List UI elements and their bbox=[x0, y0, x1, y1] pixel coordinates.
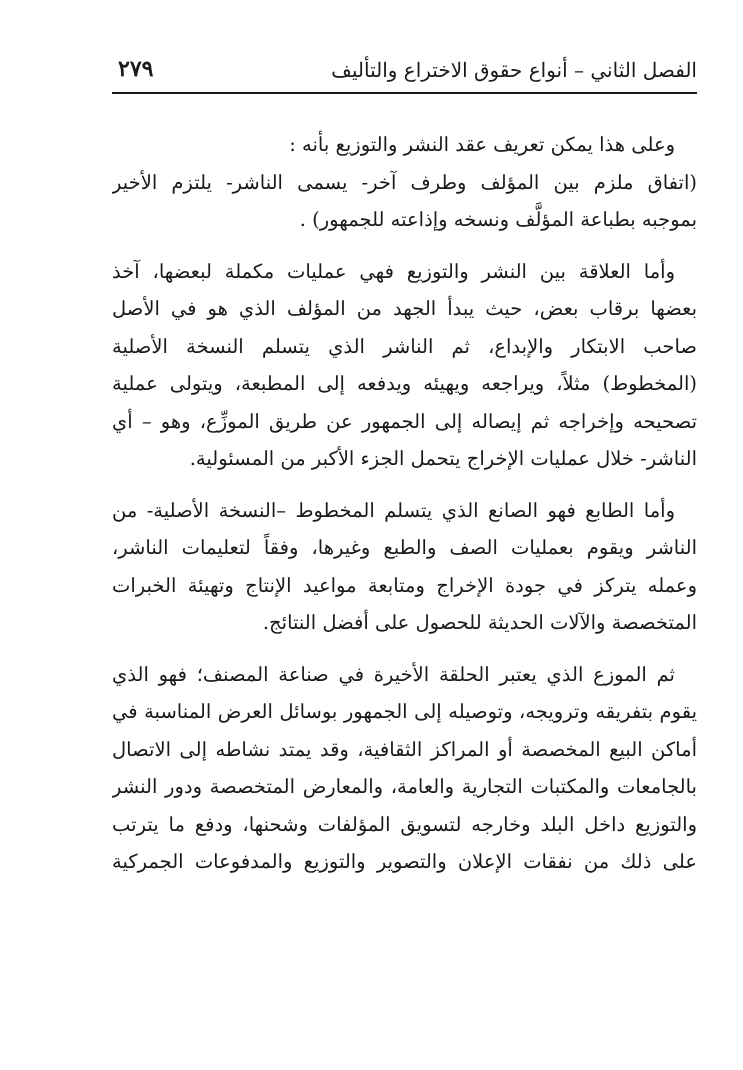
text-line: وأما الطابع فهو الصانع الذي يتسلم المخطوط –النسخة الأصلية- من bbox=[112, 498, 675, 522]
page-number: ٢٧٩ bbox=[118, 56, 154, 82]
text-line: (اتفاق ملزم بين المؤلف وطرف آخر- يسمى الناشر- يلتزم الأخير bbox=[112, 170, 697, 194]
text-line: وعمله يتركز في جودة الإخراج ومتابعة مواعيد الإنتاج وتهيئة الخبرات bbox=[112, 573, 697, 597]
text-line: بموجبه بطباعة المؤلَّف ونسخه وإذاعته للجمهور) . bbox=[299, 208, 697, 231]
text-line: (المخطوط) مثلاً، ويراجعه ويهيئه ويدفعه إلى المطبعة، ويتولى عملية bbox=[112, 372, 697, 395]
text-line: الناشر ويقوم بعمليات الصف والطبع وغيرها، وفقاً لتعليمات الناشر، bbox=[112, 536, 697, 559]
text-line: على ذلك من نفقات الإعلان والتصوير والتوزيع والمدفوعات الجمركية bbox=[112, 850, 697, 873]
text-line: بالجامعات والمكتبات التجارية والعامة، والمعارض المتخصصة ودور النشر bbox=[112, 775, 697, 798]
text-line: الناشر- خلال عمليات الإخراج يتحمل الجزء الأكبر من المسئولية. bbox=[189, 447, 697, 470]
text-line: بعضها برقاب بعض، حيث يبدأ الجهد من المؤلف الذي هو في الأصل bbox=[112, 297, 697, 320]
paragraph-definition bbox=[112, 126, 697, 239]
text-line: أماكن البيع المخصصة أو المراكز الثقافية، وقد يمتد نشاطه إلى الاتصال bbox=[112, 737, 697, 761]
text-line: وأما العلاقة بين النشر والتوزيع فهي عمليات مكملة لبعضها، آخذ bbox=[112, 259, 675, 283]
text-line: تصحيحه وإخراجه ثم إيصاله إلى الجمهور عن طريق الموزِّع، وهو – أي bbox=[112, 409, 697, 433]
paragraph-distributor bbox=[112, 656, 697, 881]
chapter-title: الفصل الثاني – أنواع حقوق الاختراع والتأليف bbox=[331, 58, 697, 82]
paragraph-printer bbox=[112, 492, 697, 642]
text-line: ثم الموزع الذي يعتبر الحلقة الأخيرة في صناعة المصنف؛ فهو الذي bbox=[112, 662, 675, 686]
text-line: صاحب الابتكار والإبداع، ثم الناشر الذي يتسلم النسخة الأصلية bbox=[112, 334, 697, 358]
text-line: والتوزيع داخل البلد وخارجه لتسويق المؤلفات وشحنها، ودفع ما يترتب bbox=[112, 812, 697, 836]
page-header bbox=[112, 48, 697, 94]
paragraph-relationship bbox=[112, 253, 697, 478]
text-line: المتخصصة والآلات الحديثة للحصول على أفضل النتائج. bbox=[262, 611, 697, 634]
text-line: وعلى هذا يمكن تعريف عقد النشر والتوزيع بأنه : bbox=[289, 133, 675, 156]
body-text bbox=[112, 126, 697, 895]
text-line: يقوم بتفريقه وترويجه، وتوصيله إلى الجمهور بوسائل العرض المناسبة في bbox=[112, 700, 697, 723]
